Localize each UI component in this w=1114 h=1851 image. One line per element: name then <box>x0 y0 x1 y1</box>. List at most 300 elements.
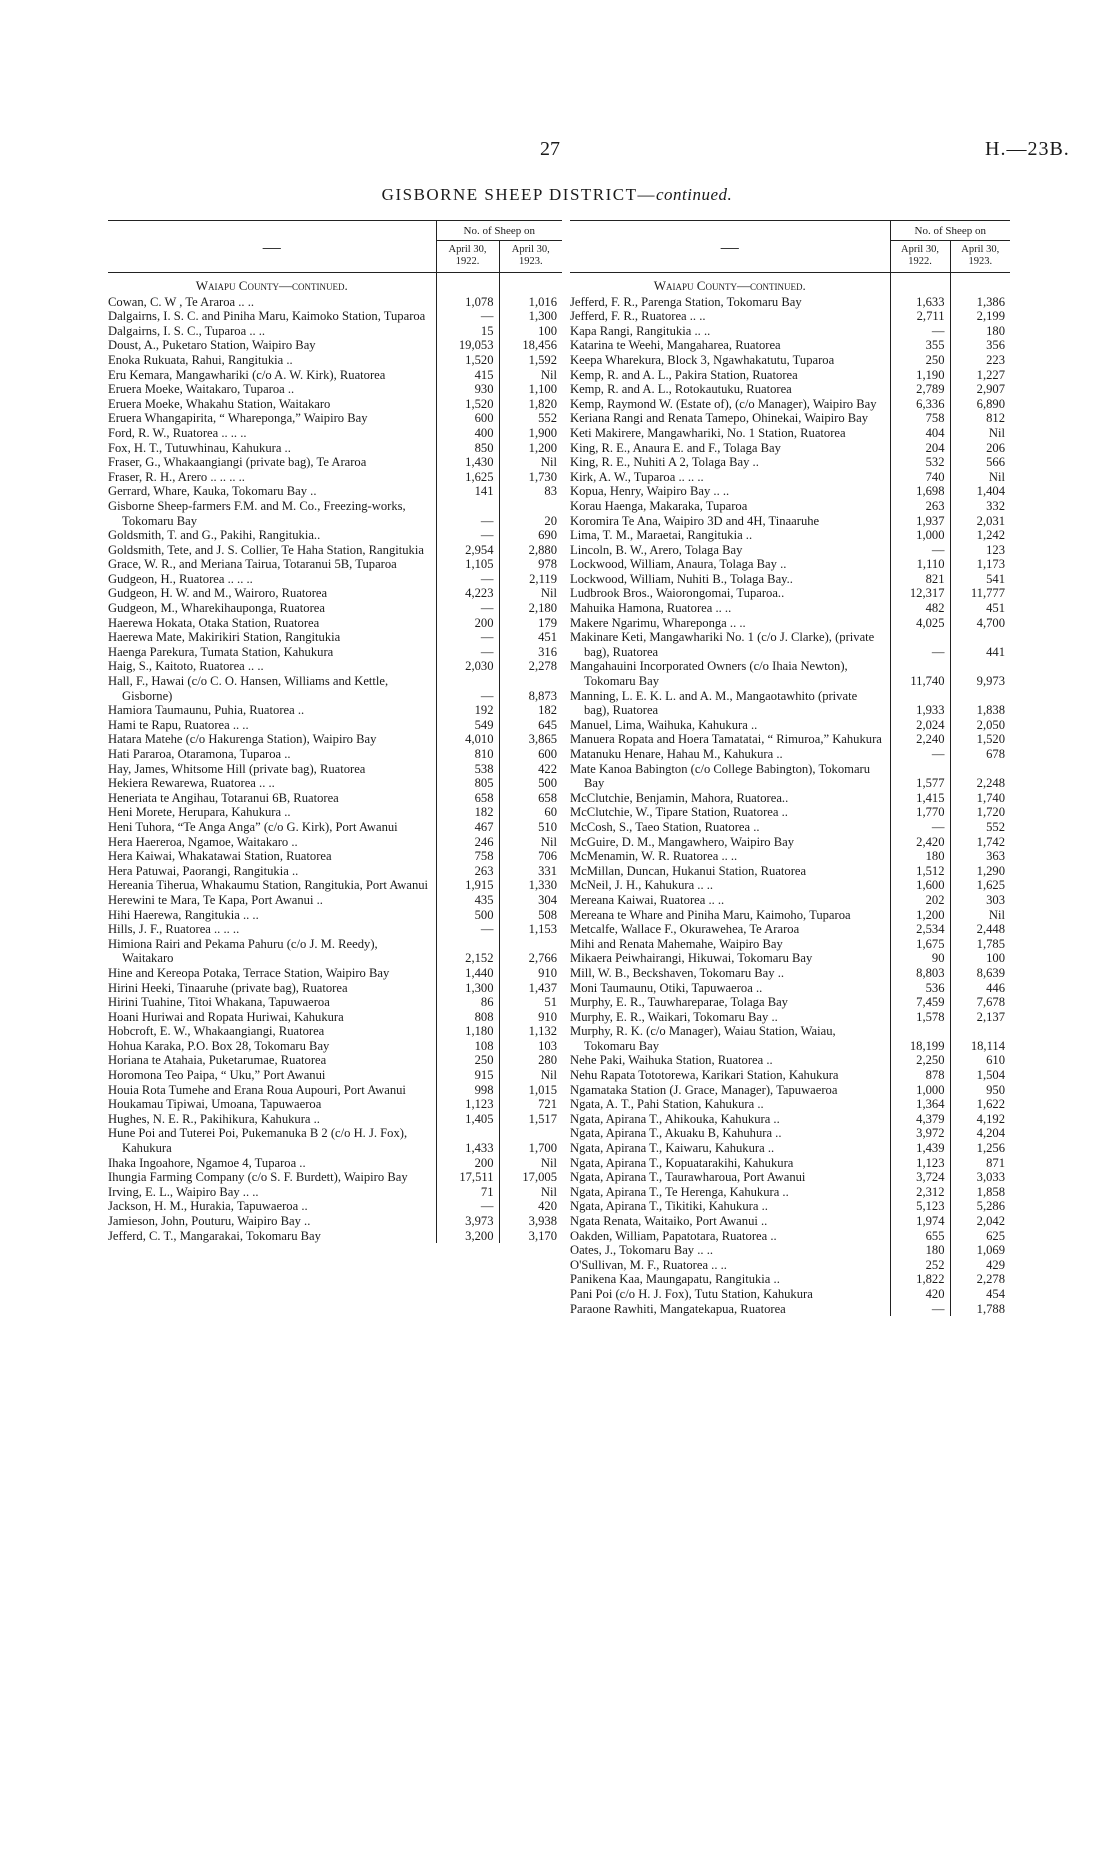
table-row <box>570 1199 1010 1214</box>
sheep-1923: 11,777 <box>950 586 1010 601</box>
sheep-1922: 404 <box>890 426 950 441</box>
sheep-1922: — <box>890 543 950 558</box>
sheep-1923: 2,050 <box>950 718 1010 733</box>
sheep-1923: Nil <box>499 1068 562 1083</box>
sheep-1922: 740 <box>890 470 950 485</box>
owner-name: Himiona Rairi and Pekama Pahuru (c/o J. M. Reedy), Waitakaro <box>108 936 378 966</box>
sheep-1922: 1,123 <box>890 1156 950 1171</box>
owner-name: Fraser, G., Whakaangiangi (private bag), Te Araroa <box>108 455 367 470</box>
table-row <box>108 747 562 762</box>
sheep-1922: 821 <box>890 572 950 587</box>
table-row <box>570 805 1010 820</box>
sheep-1923: 280 <box>499 1053 562 1068</box>
sheep-1923: 1,132 <box>499 1024 562 1039</box>
sheep-1923: 566 <box>950 455 1010 470</box>
table-row <box>570 1258 1010 1273</box>
sheep-table-left <box>108 220 562 1243</box>
owner-name: Jefferd, F. R., Ruatorea .. .. <box>570 309 706 324</box>
sheep-1922: — <box>890 820 950 835</box>
page-number: 27 <box>540 138 560 160</box>
table-row <box>108 1010 562 1025</box>
sheep-1923: 1,200 <box>499 441 562 456</box>
owner-name: Doust, A., Puketaro Station, Waipiro Bay <box>108 338 316 353</box>
sheep-1922: 1,915 <box>436 878 499 893</box>
table-row <box>108 922 562 937</box>
sheep-1923: 1,504 <box>950 1068 1010 1083</box>
owner-name: Moni Taumaunu, Otiki, Tapuwaeroa .. <box>570 980 763 995</box>
owner-name: Ngamataka Station (J. Grace, Manager), Tapuwaeroa <box>570 1082 838 1097</box>
table-row <box>108 353 562 368</box>
title-continued: continued. <box>656 185 733 204</box>
owner-name: McCosh, S., Taeo Station, Ruatorea .. <box>570 819 760 834</box>
owner-name: McClutchie, Benjamin, Mahora, Ruatorea.. <box>570 790 789 805</box>
sheep-1923: 20 <box>499 499 562 528</box>
owner-name: Kemp, Raymond W. (Estate of), (c/o Manager), Waipiro Bay <box>570 396 877 411</box>
table-row <box>570 630 1010 659</box>
owner-name: Horiana te Atahaia, Puketarumae, Ruatorea <box>108 1053 327 1068</box>
sheep-1922: 1,933 <box>890 689 950 718</box>
header-no-of-sheep: No. of Sheep on <box>436 221 562 241</box>
sheep-1922: — <box>436 645 499 660</box>
owner-name: Panikena Kaa, Maungapatu, Rangitukia .. <box>570 1272 780 1287</box>
owner-name: Hamiora Taumaunu, Puhia, Ruatorea .. <box>108 703 305 718</box>
table-row <box>108 1199 562 1214</box>
sheep-1923: 1,742 <box>950 835 1010 850</box>
table-row <box>570 499 1010 514</box>
owner-name: Kopua, Henry, Waipiro Bay .. .. <box>570 484 730 499</box>
header-no-of-sheep: No. of Sheep on <box>890 221 1010 241</box>
table-row <box>108 543 562 558</box>
table-row <box>570 1302 1010 1317</box>
owner-name: Gudgeon, H., Ruatorea .. .. .. <box>108 571 253 586</box>
table-row <box>570 1185 1010 1200</box>
owner-name: Makinare Keti, Mangawhariki No. 1 (c/o J. Clarke), (private bag), Ruatorea <box>570 630 875 659</box>
sheep-1923: 1,437 <box>499 981 562 996</box>
sheep-1923: 910 <box>499 966 562 981</box>
owner-name: Jackson, H. M., Hurakia, Tapuwaeroa .. <box>108 1199 308 1214</box>
owner-name: Haerewa Mate, Makirikiri Station, Rangitukia <box>108 630 341 645</box>
table-row <box>108 1126 562 1155</box>
owner-name: Hati Pararoa, Otaramona, Tuparoa .. <box>108 747 291 761</box>
owner-name: Manuera Ropata and Hoera Tamatatai, “ Rimuroa,” Kahukura <box>570 732 882 747</box>
sheep-1923: 1,173 <box>950 557 1010 572</box>
sheep-1922: 1,937 <box>890 514 950 529</box>
table-row <box>570 1272 1010 1287</box>
sheep-1922: 2,534 <box>890 922 950 937</box>
sheep-1922: 1,633 <box>890 295 950 310</box>
sheep-1922: 17,511 <box>436 1170 499 1185</box>
table-row <box>108 718 562 733</box>
owner-name: Katarina te Weehi, Mangaharea, Ruatorea <box>570 338 781 353</box>
owner-name: Heni Morete, Herupara, Kahukura .. <box>108 805 291 820</box>
sheep-1923: 1,520 <box>950 732 1010 747</box>
table-row <box>108 703 562 718</box>
sheep-1922: 1,675 <box>890 937 950 952</box>
sheep-1923: 610 <box>950 1053 1010 1068</box>
sheep-1923: 9,973 <box>950 659 1010 688</box>
sheep-1923: 332 <box>950 499 1010 514</box>
sheep-1922: 2,240 <box>890 732 950 747</box>
table-row <box>108 908 562 923</box>
table-row <box>108 557 562 572</box>
sheep-1922: 4,010 <box>436 732 499 747</box>
header-1922: April 30, 1922. <box>890 241 950 273</box>
owner-name: Hirini Heeki, Tinaaruhe (private bag), Ruatorea <box>108 980 348 995</box>
sheep-1923: 541 <box>950 572 1010 587</box>
sheep-1922: 200 <box>436 616 499 631</box>
owner-name: Goldsmith, Tete, and J. S. Collier, Te Haha Station, Rangitukia <box>108 542 424 557</box>
sheep-1923: 1,227 <box>950 368 1010 383</box>
page-title <box>0 185 1114 205</box>
table-row <box>108 849 562 864</box>
sheep-1923: 18,456 <box>499 338 562 353</box>
owner-name: Houkamau Tipiwai, Umoana, Tapuwaeroa <box>108 1097 322 1112</box>
table-row <box>108 1229 562 1244</box>
table-row <box>570 835 1010 850</box>
owner-name: McGuire, D. M., Mangawhero, Waipiro Bay <box>570 834 794 849</box>
sheep-1922: — <box>436 528 499 543</box>
sheep-1923: 2,137 <box>950 1010 1010 1025</box>
owner-name: Oakden, William, Papatotara, Ruatorea .. <box>570 1228 777 1243</box>
table-row <box>570 528 1010 543</box>
sheep-1922: 246 <box>436 835 499 850</box>
table-row <box>108 295 562 310</box>
sheep-1923: 600 <box>499 747 562 762</box>
owner-name: Nehe Paki, Waihuka Station, Ruatorea .. <box>570 1053 773 1068</box>
sheep-1923: 1,069 <box>950 1243 1010 1258</box>
sheep-1923: 625 <box>950 1229 1010 1244</box>
table-row <box>570 1112 1010 1127</box>
table-row <box>108 1112 562 1127</box>
table-row <box>570 397 1010 412</box>
table-row <box>570 893 1010 908</box>
sheep-1922: 1,123 <box>436 1097 499 1112</box>
sheep-1922: 2,789 <box>890 382 950 397</box>
table-row <box>108 893 562 908</box>
sheep-1922: 915 <box>436 1068 499 1083</box>
table-row <box>570 382 1010 397</box>
table-row <box>108 601 562 616</box>
sheep-1923: 2,199 <box>950 309 1010 324</box>
sheep-1922: 355 <box>890 338 950 353</box>
sheep-1922: 758 <box>436 849 499 864</box>
table-row <box>108 1068 562 1083</box>
table-row <box>108 1170 562 1185</box>
section-heading: Waiapu County—continued. <box>653 278 806 293</box>
sheep-1923: 3,033 <box>950 1170 1010 1185</box>
table-row <box>570 937 1010 952</box>
sheep-1922: — <box>436 922 499 937</box>
table-row <box>570 908 1010 923</box>
table-row <box>108 995 562 1010</box>
owner-name: Mereana Kaiwai, Ruatorea .. .. <box>570 892 725 907</box>
sheep-1923: 182 <box>499 703 562 718</box>
sheep-1922: 1,105 <box>436 557 499 572</box>
sheep-1923: Nil <box>950 470 1010 485</box>
owner-name: Goldsmith, T. and G., Pakihi, Rangitukia.. <box>108 528 321 543</box>
sheep-1922: 3,724 <box>890 1170 950 1185</box>
sheep-1922: 655 <box>890 1229 950 1244</box>
sheep-1923: 356 <box>950 338 1010 353</box>
sheep-1923: 690 <box>499 528 562 543</box>
table-row <box>570 586 1010 601</box>
owner-name: Hay, James, Whitsome Hill (private bag), Ruatorea <box>108 761 366 776</box>
sheep-1923: 1,153 <box>499 922 562 937</box>
owner-name: Ngata, Apirana T., Ahikouka, Kahukura .. <box>570 1111 780 1126</box>
sheep-1923: 3,938 <box>499 1214 562 1229</box>
owner-name: Fraser, R. H., Arero .. .. .. .. <box>108 469 245 484</box>
sheep-table-right <box>570 220 1010 1316</box>
table-row <box>108 411 562 426</box>
title-main: GISBORNE SHEEP DISTRICT— <box>381 185 657 204</box>
table-row <box>108 470 562 485</box>
sheep-1922: 2,030 <box>436 659 499 674</box>
sheep-1923: 706 <box>499 849 562 864</box>
sheep-1923: 51 <box>499 995 562 1010</box>
sheep-1923: Nil <box>950 426 1010 441</box>
sheep-1923: 721 <box>499 1097 562 1112</box>
owner-name: Pani Poi (c/o H. J. Fox), Tutu Station, Kahukura <box>570 1286 813 1301</box>
sheep-1923: 100 <box>950 951 1010 966</box>
table-row <box>108 864 562 879</box>
sheep-1923: 508 <box>499 908 562 923</box>
owner-name: Kapa Rangi, Rangitukia .. .. <box>570 323 711 338</box>
sheep-1922: 4,223 <box>436 586 499 601</box>
table-row <box>570 951 1010 966</box>
sheep-1922: 1,300 <box>436 981 499 996</box>
owner-name: King, R. E., Anaura E. and F., Tolaga Bay <box>570 440 781 455</box>
sheep-1922: 1,078 <box>436 295 499 310</box>
sheep-1923: 1,730 <box>499 470 562 485</box>
owner-name: Eruera Moeke, Waitakaro, Tuparoa .. <box>108 382 295 397</box>
table-row <box>108 1156 562 1171</box>
table-row <box>570 995 1010 1010</box>
owner-name: Ford, R. W., Ruatorea .. .. .. <box>108 425 247 440</box>
table-row <box>570 732 1010 747</box>
owner-name: Ngata, Apirana T., Akuaku B, Kahuhura .. <box>570 1126 782 1141</box>
owner-name: Ngata, Apirana T., Taurawharoua, Port Awanui <box>570 1170 806 1185</box>
owner-name: McMenamin, W. R. Ruatorea .. .. <box>570 849 738 864</box>
sheep-1922: 202 <box>890 893 950 908</box>
table-row <box>108 805 562 820</box>
table-row <box>570 762 1010 791</box>
owner-name: Keepa Wharekura, Block 3, Ngawhakatutu, Tuparoa <box>570 352 835 367</box>
table-row <box>108 1024 562 1039</box>
sheep-1922: 415 <box>436 368 499 383</box>
owner-name: Paraone Rawhiti, Mangatekapua, Ruatorea <box>570 1301 786 1316</box>
table-row <box>570 878 1010 893</box>
owner-name: Ihaka Ingoahore, Ngamoe 4, Tuparoa .. <box>108 1155 306 1170</box>
sheep-1922: 2,024 <box>890 718 950 733</box>
sheep-1923: 1,100 <box>499 382 562 397</box>
sheep-1922: 4,379 <box>890 1112 950 1127</box>
table-row <box>570 543 1010 558</box>
sheep-1922: 2,312 <box>890 1185 950 1200</box>
owner-name: Kemp, R. and A. L., Rotokautuku, Ruatorea <box>570 382 792 397</box>
owner-name: Gerrard, Whare, Kauka, Tokomaru Bay .. <box>108 484 317 499</box>
sheep-1922: 1,578 <box>890 1010 950 1025</box>
owner-name: Murphy, R. K. (c/o Manager), Waiau Station, Waiau, Tokomaru Bay <box>570 1024 836 1053</box>
sheep-1923: 8,873 <box>499 674 562 703</box>
sheep-1922: — <box>890 630 950 659</box>
table-row <box>570 820 1010 835</box>
owner-name: McMillan, Duncan, Hukanui Station, Ruatorea <box>570 863 807 878</box>
table-row <box>108 455 562 470</box>
owner-name: Jefferd, C. T., Mangarakai, Tokomaru Bay <box>108 1228 321 1243</box>
sheep-1922: 1,430 <box>436 455 499 470</box>
owner-name: Hohua Karaka, P.O. Box 28, Tokomaru Bay <box>108 1038 330 1053</box>
owner-name: Hereania Tiherua, Whakaumu Station, Rangitukia, Port Awanui <box>108 878 429 893</box>
table-row <box>570 791 1010 806</box>
table-row <box>570 1024 1010 1053</box>
table-row <box>108 762 562 777</box>
owner-name: Gudgeon, M., Wharekihauponga, Ruatorea <box>108 601 325 616</box>
owner-name: Kirk, A. W., Tuparoa .. .. .. <box>570 469 704 484</box>
sheep-1923: 1,625 <box>950 878 1010 893</box>
owner-name: Ngata Renata, Waitaiko, Port Awanui .. <box>570 1214 768 1228</box>
table-row <box>570 484 1010 499</box>
sheep-1923: 1,900 <box>499 426 562 441</box>
sheep-1923: 910 <box>499 1010 562 1025</box>
owner-name: Hera Patuwai, Paorangi, Rangitukia .. <box>108 863 299 878</box>
table-row <box>108 1097 562 1112</box>
sheep-1923: 2,119 <box>499 572 562 587</box>
document-reference: H.—23B. <box>985 138 1070 160</box>
owner-name: Lockwood, William, Nuhiti B., Tolaga Bay.. <box>570 571 793 586</box>
sheep-1923: 180 <box>950 324 1010 339</box>
owner-name: Haenga Parekura, Tumata Station, Kahukura <box>108 644 334 659</box>
owner-name: Dalgairns, I. S. C. and Piniha Maru, Kaimoko Station, Tuparoa <box>108 309 426 324</box>
table-row <box>570 601 1010 616</box>
sheep-1922: 1,698 <box>890 484 950 499</box>
owner-name: Ngata, A. T., Pahi Station, Kahukura .. <box>570 1097 764 1112</box>
sheep-1922: 1,822 <box>890 1272 950 1287</box>
owner-name: Lincoln, B. W., Arero, Tolaga Bay <box>570 542 743 557</box>
table-row <box>108 499 562 528</box>
sheep-1923: 2,031 <box>950 514 1010 529</box>
table-row <box>570 514 1010 529</box>
sheep-1922: 1,110 <box>890 557 950 572</box>
sheep-1922: 1,625 <box>436 470 499 485</box>
table-row <box>570 1243 1010 1258</box>
sheep-1923: 100 <box>499 324 562 339</box>
sheep-1922: 263 <box>436 864 499 879</box>
table-row <box>570 295 1010 310</box>
sheep-1922: 930 <box>436 382 499 397</box>
sheep-1923: 303 <box>950 893 1010 908</box>
table-row <box>108 659 562 674</box>
sheep-1922: 805 <box>436 776 499 791</box>
sheep-1923: 2,042 <box>950 1214 1010 1229</box>
owner-name: Ihungia Farming Company (c/o S. F. Burdett), Waipiro Bay <box>108 1170 408 1185</box>
table-row <box>108 368 562 383</box>
table-row <box>570 1010 1010 1025</box>
sheep-1922: — <box>890 1302 950 1317</box>
sheep-1922: 192 <box>436 703 499 718</box>
sheep-1922: 19,053 <box>436 338 499 353</box>
table-row <box>570 922 1010 937</box>
table-row <box>108 1185 562 1200</box>
sheep-1923: 1,404 <box>950 484 1010 499</box>
sheep-1922: — <box>436 499 499 528</box>
sheep-1923: 420 <box>499 1199 562 1214</box>
sheep-1923: 1,700 <box>499 1126 562 1155</box>
sheep-1923: 331 <box>499 864 562 879</box>
sheep-1922: 3,972 <box>890 1126 950 1141</box>
sheep-1923: 552 <box>499 411 562 426</box>
sheep-1922: 1,180 <box>436 1024 499 1039</box>
table-row <box>108 616 562 631</box>
sheep-1923: 18,114 <box>950 1024 1010 1053</box>
owner-name: Hall, F., Hawai (c/o C. O. Hansen, Williams and Kettle, Gisborne) <box>108 674 389 703</box>
section-heading: Waiapu County—continued. <box>195 278 348 293</box>
sheep-1923: 304 <box>499 893 562 908</box>
sheep-1922: 86 <box>436 995 499 1010</box>
owner-name: King, R. E., Nuhiti A 2, Tolaga Bay .. <box>570 455 759 470</box>
table-row <box>570 411 1010 426</box>
sheep-1923: 978 <box>499 557 562 572</box>
sheep-1922: 71 <box>436 1185 499 1200</box>
sheep-1923: 8,639 <box>950 966 1010 981</box>
sheep-1923: Nil <box>499 835 562 850</box>
owner-name: Hughes, N. E. R., Pakihikura, Kahukura .. <box>108 1111 320 1126</box>
sheep-1922: 12,317 <box>890 586 950 601</box>
sheep-1923: 4,700 <box>950 616 1010 631</box>
sheep-1923: Nil <box>499 455 562 470</box>
owner-name: Mill, W. B., Beckshaven, Tokomaru Bay .. <box>570 965 785 980</box>
table-row <box>570 426 1010 441</box>
table-row <box>108 732 562 747</box>
sheep-1923: Nil <box>499 1185 562 1200</box>
owner-name: Haig, S., Kaitoto, Ruatorea .. .. <box>108 659 264 674</box>
sheep-1922: 538 <box>436 762 499 777</box>
sheep-1922: 250 <box>890 353 950 368</box>
table-row <box>108 324 562 339</box>
table-row <box>570 470 1010 485</box>
table-row <box>570 1141 1010 1156</box>
owner-name: Hihi Haerewa, Rangitukia .. .. <box>108 907 259 922</box>
sheep-1923: 2,766 <box>499 937 562 966</box>
table-row <box>570 557 1010 572</box>
owner-name: Manuel, Lima, Waihuka, Kahukura .. <box>570 717 758 732</box>
sheep-1922: 7,459 <box>890 995 950 1010</box>
table-row <box>108 484 562 499</box>
owner-name: Mikaera Peiwhairangi, Hikuwai, Tokomaru Bay <box>570 951 813 966</box>
sheep-1923: 1,300 <box>499 309 562 324</box>
table-row <box>570 1156 1010 1171</box>
owner-name: Hobcroft, E. W., Whakaangiangi, Ruatorea <box>108 1024 325 1039</box>
table-row <box>570 1126 1010 1141</box>
owner-name: Houia Rota Tumehe and Erana Roua Aupouri, Port Awanui <box>108 1082 406 1097</box>
table-row <box>108 630 562 645</box>
sheep-1923: 2,278 <box>499 659 562 674</box>
sheep-1923: 1,386 <box>950 295 1010 310</box>
sheep-1923: Nil <box>950 908 1010 923</box>
sheep-1922: 18,199 <box>890 1024 950 1053</box>
table-row <box>108 835 562 850</box>
table-row <box>570 1287 1010 1302</box>
owner-name: Manning, L. E. K. L. and A. M., Mangaotawhito (private bag), Ruatorea <box>570 688 858 718</box>
owner-name: Heneriata te Angihau, Totaranui 6B, Ruatorea <box>108 790 339 805</box>
sheep-1922: 15 <box>436 324 499 339</box>
table-row <box>570 1229 1010 1244</box>
table-row <box>570 309 1010 324</box>
header-1923: April 30, 1923. <box>950 241 1010 273</box>
sheep-1922: 758 <box>890 411 950 426</box>
table-row <box>570 864 1010 879</box>
sheep-1922: 1,520 <box>436 353 499 368</box>
table-row <box>570 441 1010 456</box>
